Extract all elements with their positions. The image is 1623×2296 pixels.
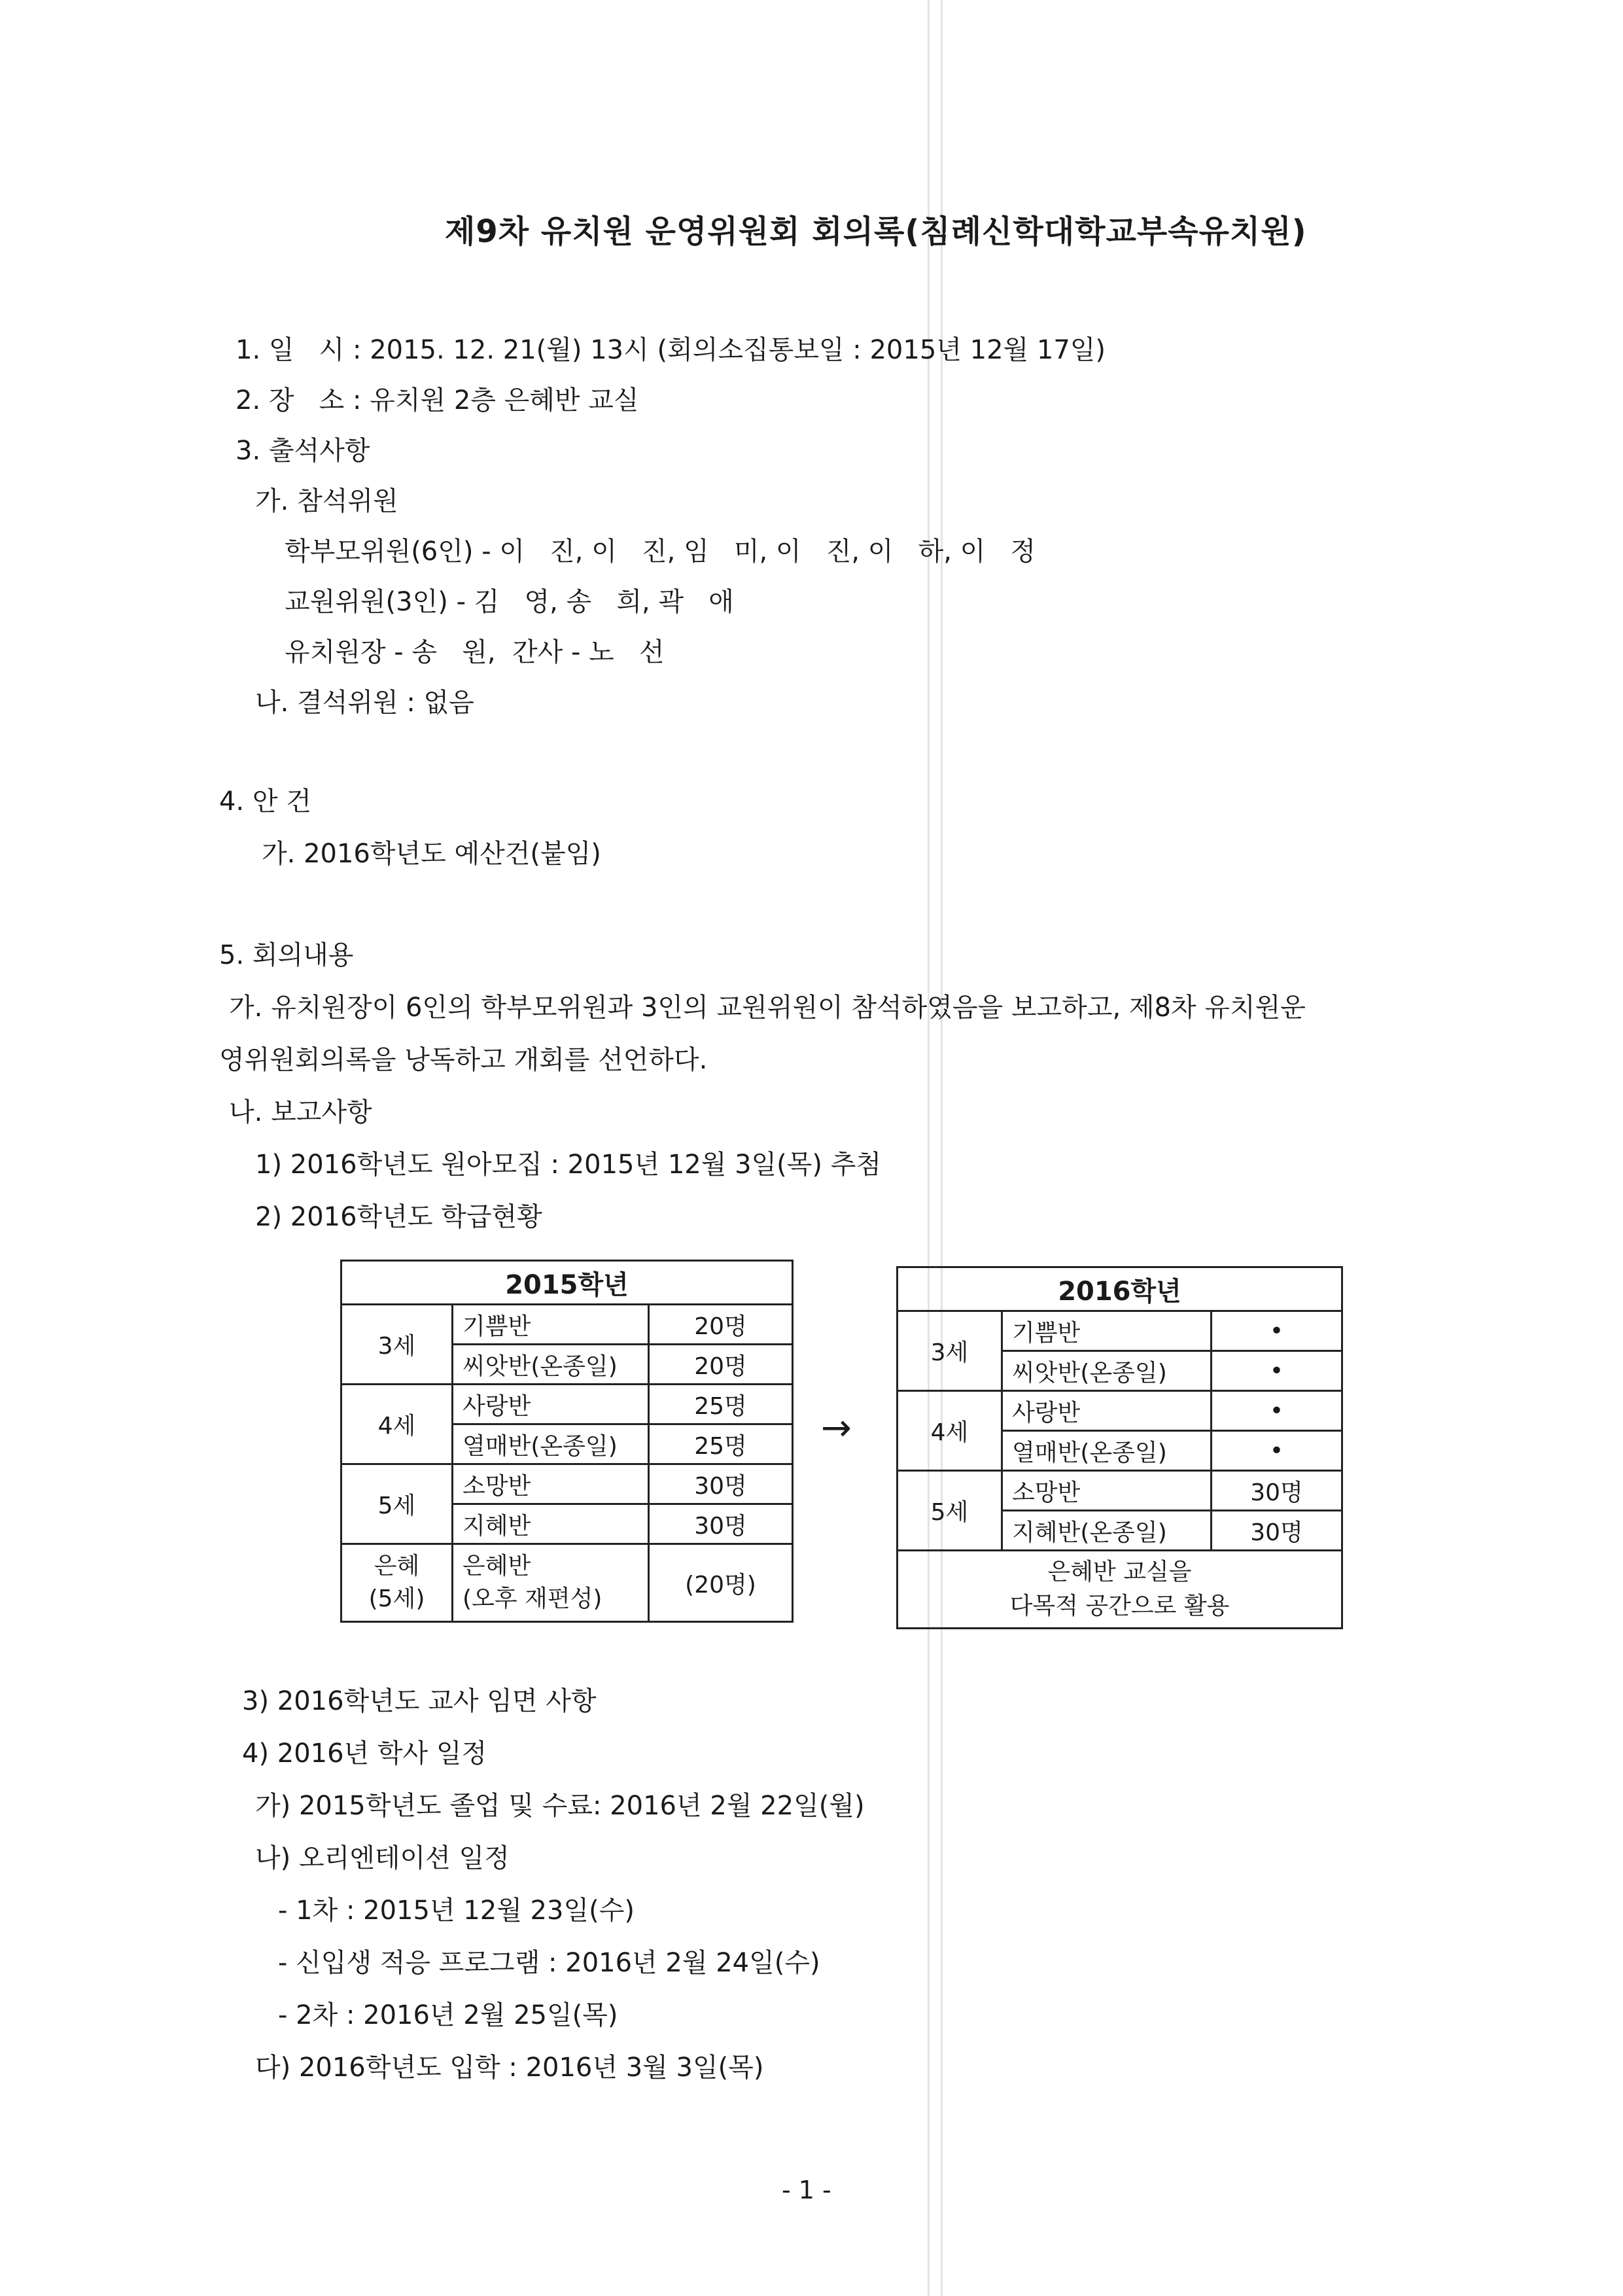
- report-class-status: 2) 2016학년도 학급현황: [255, 1202, 542, 1232]
- class-count: 30명: [649, 1504, 793, 1544]
- age-label: 3세: [898, 1311, 1002, 1391]
- schedule-admission: 다) 2016학년도 입학 : 2016년 3월 3일(목): [255, 2053, 764, 2083]
- class-count: •: [1212, 1431, 1342, 1471]
- class-name: 지혜반(온종일): [1002, 1511, 1212, 1551]
- class-count: 30명: [1212, 1471, 1342, 1511]
- table-header: 2015학년: [341, 1261, 793, 1305]
- class-count: •: [1212, 1311, 1342, 1351]
- table-row: [341, 1305, 793, 1345]
- orientation-second: - 2차 : 2016년 2월 25일(목): [278, 2000, 618, 2030]
- class-name: 씨앗반(온종일): [1002, 1351, 1212, 1391]
- director-secretary: 유치원장 - 송 원, 간사 - 노 선: [285, 637, 665, 667]
- age-label: 4세: [341, 1385, 453, 1464]
- orientation-first: - 1차 : 2015년 12월 23일(수): [278, 1896, 635, 1926]
- item-attendance: 3. 출석사항: [236, 436, 370, 466]
- class-name: 열매반(온종일): [453, 1424, 649, 1464]
- item-place: 2. 장 소 : 유치원 2층 은혜반 교실: [236, 385, 639, 415]
- class-count: 20명: [649, 1345, 793, 1385]
- age-label: 4세: [898, 1391, 1002, 1471]
- teacher-members: 교원위원(3인) - 김 영, 송 희, 곽 애: [285, 587, 734, 617]
- grace-class-line2: (오후 재편성): [462, 1585, 602, 1612]
- class-count: 30명: [649, 1464, 793, 1504]
- grace-class-line1: 은혜반: [462, 1553, 531, 1580]
- agenda-budget: 가. 2016학년도 예산건(붙임): [262, 839, 601, 869]
- table-row: [341, 1385, 793, 1424]
- table-header: 2016학년: [898, 1267, 1342, 1311]
- report-teacher-appointment: 3) 2016학년도 교사 임면 사항: [242, 1686, 597, 1716]
- class-name: 씨앗반(온종일): [453, 1345, 649, 1385]
- absentees: 나. 결석위원 : 없음: [255, 688, 474, 718]
- schedule-orientation: 나) 오리엔테이션 일정: [255, 1843, 510, 1873]
- grace-count: (20명): [649, 1544, 793, 1622]
- class-count: 25명: [649, 1385, 793, 1424]
- item-meeting-content: 5. 회의내용: [219, 940, 354, 970]
- class-count: •: [1212, 1351, 1342, 1391]
- item-agenda: 4. 안 건: [219, 786, 311, 817]
- table-row: [898, 1471, 1342, 1511]
- class-name: 소망반: [453, 1464, 649, 1504]
- content-paragraph-line2: 영위원회의록을 낭독하고 개회를 선언하다.: [219, 1045, 708, 1075]
- table-row: [898, 1311, 1342, 1351]
- attendees-heading: 가. 참석위원: [255, 486, 398, 516]
- class-name: 소망반: [1002, 1471, 1212, 1511]
- age-label: 5세: [898, 1471, 1002, 1551]
- orientation-newcomer: - 신입생 적응 프로그램 : 2016년 2월 24일(수): [278, 1948, 820, 1978]
- class-name: 사랑반: [453, 1385, 649, 1424]
- class-name: 열매반(온종일): [1002, 1431, 1212, 1471]
- class-count: 30명: [1212, 1511, 1342, 1551]
- report-schedule: 4) 2016년 학사 일정: [242, 1739, 487, 1769]
- age-label: 5세: [341, 1464, 453, 1544]
- class-table-2015: [340, 1260, 794, 1623]
- parent-members: 학부모위원(6인) - 이 진, 이 진, 임 미, 이 진, 이 하, 이 정: [285, 537, 1036, 567]
- class-count: 25명: [649, 1424, 793, 1464]
- arrow-icon: →: [821, 1407, 852, 1449]
- note-line1: 은혜반 교실을: [1047, 1559, 1192, 1585]
- class-count: 20명: [649, 1305, 793, 1345]
- class-name: 기쁨반: [453, 1305, 649, 1345]
- class-name: 지혜반: [453, 1504, 649, 1544]
- report-heading: 나. 보고사항: [229, 1097, 372, 1127]
- class-count: •: [1212, 1391, 1342, 1431]
- table-row: [341, 1464, 793, 1504]
- grace-room-note: [898, 1551, 1342, 1629]
- table-row: [898, 1391, 1342, 1431]
- table-row: [898, 1551, 1342, 1629]
- grace-age-line2: (5세): [368, 1585, 425, 1612]
- table-row: [341, 1544, 793, 1622]
- age-label: 3세: [341, 1305, 453, 1385]
- grace-class-cell: [453, 1544, 649, 1622]
- class-table-2016: [896, 1266, 1343, 1629]
- content-paragraph-line1: 가. 유치원장이 6인의 학부모위원과 3인의 교원위원이 참석하였음을 보고하고, 제8차 유치원운: [229, 993, 1306, 1023]
- class-name: 사랑반: [1002, 1391, 1212, 1431]
- page-number: - 1 -: [782, 2176, 831, 2204]
- grace-age-cell: [341, 1544, 453, 1622]
- schedule-graduation: 가) 2015학년도 졸업 및 수료: 2016년 2월 22일(월): [255, 1791, 865, 1821]
- grace-age-line1: 은혜: [374, 1553, 420, 1580]
- note-line2: 다목적 공간으로 활용: [1009, 1593, 1230, 1619]
- item-datetime: 1. 일 시 : 2015. 12. 21(월) 13시 (회의소집통보일 : 2015년 12월 17일): [236, 335, 1106, 365]
- report-enrollment: 1) 2016학년도 원아모집 : 2015년 12월 3일(목) 추첨: [255, 1150, 882, 1180]
- document-title: 제9차 유치원 운영위원회 회의록(침례신학대학교부속유치원): [445, 213, 1307, 250]
- class-name: 기쁨반: [1002, 1311, 1212, 1351]
